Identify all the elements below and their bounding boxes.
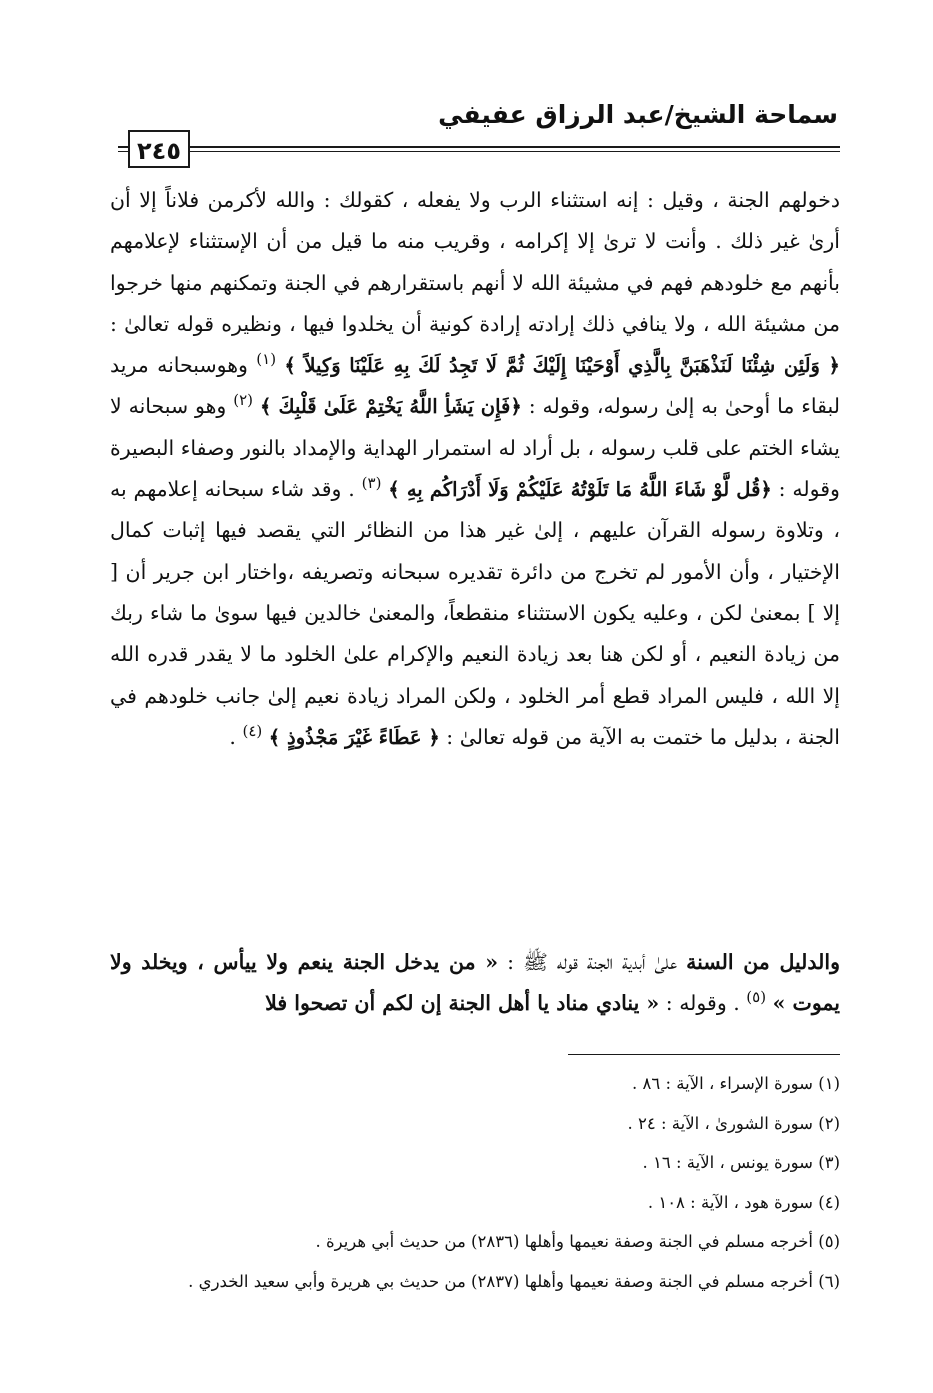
footnote-ref: (٤) — [242, 722, 263, 741]
footnote-item: (٢) سورة الشورىٰ ، الآية : ٢٤ . — [627, 1113, 840, 1133]
quran-verse: ﴿فَإِن يَشَأِ اللَّهُ يَخْتِمْ عَلَىٰ قَلْبِكَ ﴾ — [259, 395, 522, 419]
footnote-item: (٦) أخرجه مسلم في الجنة وصفة نعيمها وأهلها (٢٨٣٧) من حديث بي هريرة وأبي سعيد الخدري . — [188, 1271, 840, 1291]
hadith-lead-rest: علىٰ أبدية الجنة قوله ﷺ : — [507, 950, 678, 974]
paragraph-text: . وقد شاء سبحانه إعلامهم به ، وتلاوة رسوله القرآن عليهم ، إلىٰ غير هذا من النظائر التي يقصد فيها إثبات كمال الإختيار ، وأن الأمور لم تخرج من دائرة تقديره سبحانه وتصريفه ،واختار ابن جرير أن [ إلا ] بمعنىٰ لكن ، وعليه يكون الاستثناء منقطعاً، والمعنىٰ خالدين فيها سوىٰ ما شاء ربك من زيادة النعيم ، أو لكن هنا بعد زيادة النعيم والإكرام علىٰ الخلود ما لا يقدر قدره الله إلا الله ، فليس المراد قطع أمر الخلود ، ولكن المراد زيادة نعيم إلىٰ جانب خلودهم في الجنة ، بدليل ما ختمت به الآية من قوله تعالىٰ : — [110, 477, 840, 749]
footnotes — [110, 1064, 840, 1301]
header-rule — [118, 146, 840, 148]
quran-verse: ﴿ وَلَئِن شِئْنَا لَنَذْهَبَنَّ بِالَّذِي أَوْحَيْنَا إِلَيْكَ ثُمَّ لَا تَجِدُ لَكَ بِهِ عَلَيْنَا وَكِيلاً ﴾ — [284, 354, 840, 378]
hadith-connector: . وقوله : — [665, 991, 740, 1015]
footnote-ref: (٢) — [233, 391, 254, 410]
footnote-item: (٤) سورة هود ، الآية : ١٠٨ . — [647, 1192, 840, 1212]
hadith-lead: والدليل من السنة — [686, 950, 841, 974]
hadith-quote: « ينادي مناد يا أهل الجنة إن لكم أن تصحوا فلا — [265, 991, 660, 1015]
quran-verse: ﴿قُل لَّوْ شَاءَ اللَّهُ مَا تَلَوْتُهُ عَلَيْكُمْ وَلَا أَدْرَاكُم بِهِ ﴾ — [388, 478, 772, 502]
quran-verse: ﴿ عَطَاءً غَيْرَ مَجْذُوذٍ ﴾ — [268, 725, 440, 749]
paragraph-text: وهو سبحانه لا يشاء الختم على قلب رسوله ، بل أراد له استمرار الهداية والإمداد بالنور وصفاء البصيرة وقوله : — [110, 394, 840, 502]
paragraph-text: دخولهم الجنة ، وقيل : إنه استثناء الرب ولا يفعله ، كقولك : والله لأكرمن فلاناً إلا أن أرىٰ غير ذلك . وأنت لا ترىٰ إلا إكرامه ، وقريب منه ما قيل من أن الإستثناء لإعلامهم بأنهم مع خلودهم فهم في مشيئة الله لا أنهم باستقرارهم في الجنة وتمكنهم منها خرجوا من مشيئة الله ، ولا ينافي ذلك إرادته إرادة كونية أن يخلدوا فيها ، ونظيره قوله تعالىٰ : — [110, 188, 840, 336]
footnote-ref: (١) — [256, 350, 277, 369]
hadith-quote: « من يدخل الجنة ينعم ولا ييأس ، ويخلد ولا يموت » — [110, 950, 840, 1015]
footnote-ref: (٣) — [361, 474, 382, 493]
paragraph-text: . — [229, 724, 236, 749]
footnote-divider — [568, 1054, 840, 1055]
header-rule-thin — [118, 151, 840, 152]
main-paragraph — [110, 180, 840, 758]
footnote-ref: (٥) — [746, 988, 767, 1007]
hadith-paragraph — [110, 942, 840, 1024]
running-header-title: سماحة الشيخ/عبد الرزاق عفيفي — [438, 100, 838, 129]
footnote-item: (٣) سورة يونس ، الآية : ١٦ . — [642, 1153, 840, 1172]
page-number: ٢٤٥ — [128, 130, 190, 168]
footnote-item: (١) سورة الإسراء ، الآية : ٨٦ . — [632, 1074, 840, 1093]
paragraph-text: وهوسبحانه مريد لبقاء ما أوحىٰ به إلىٰ رسوله، وقوله : — [110, 353, 840, 419]
footnote-item: (٥) أخرجه مسلم في الجنة وصفة نعيمها وأهلها (٢٨٣٦) من حديث أبي هريرة . — [315, 1232, 840, 1251]
